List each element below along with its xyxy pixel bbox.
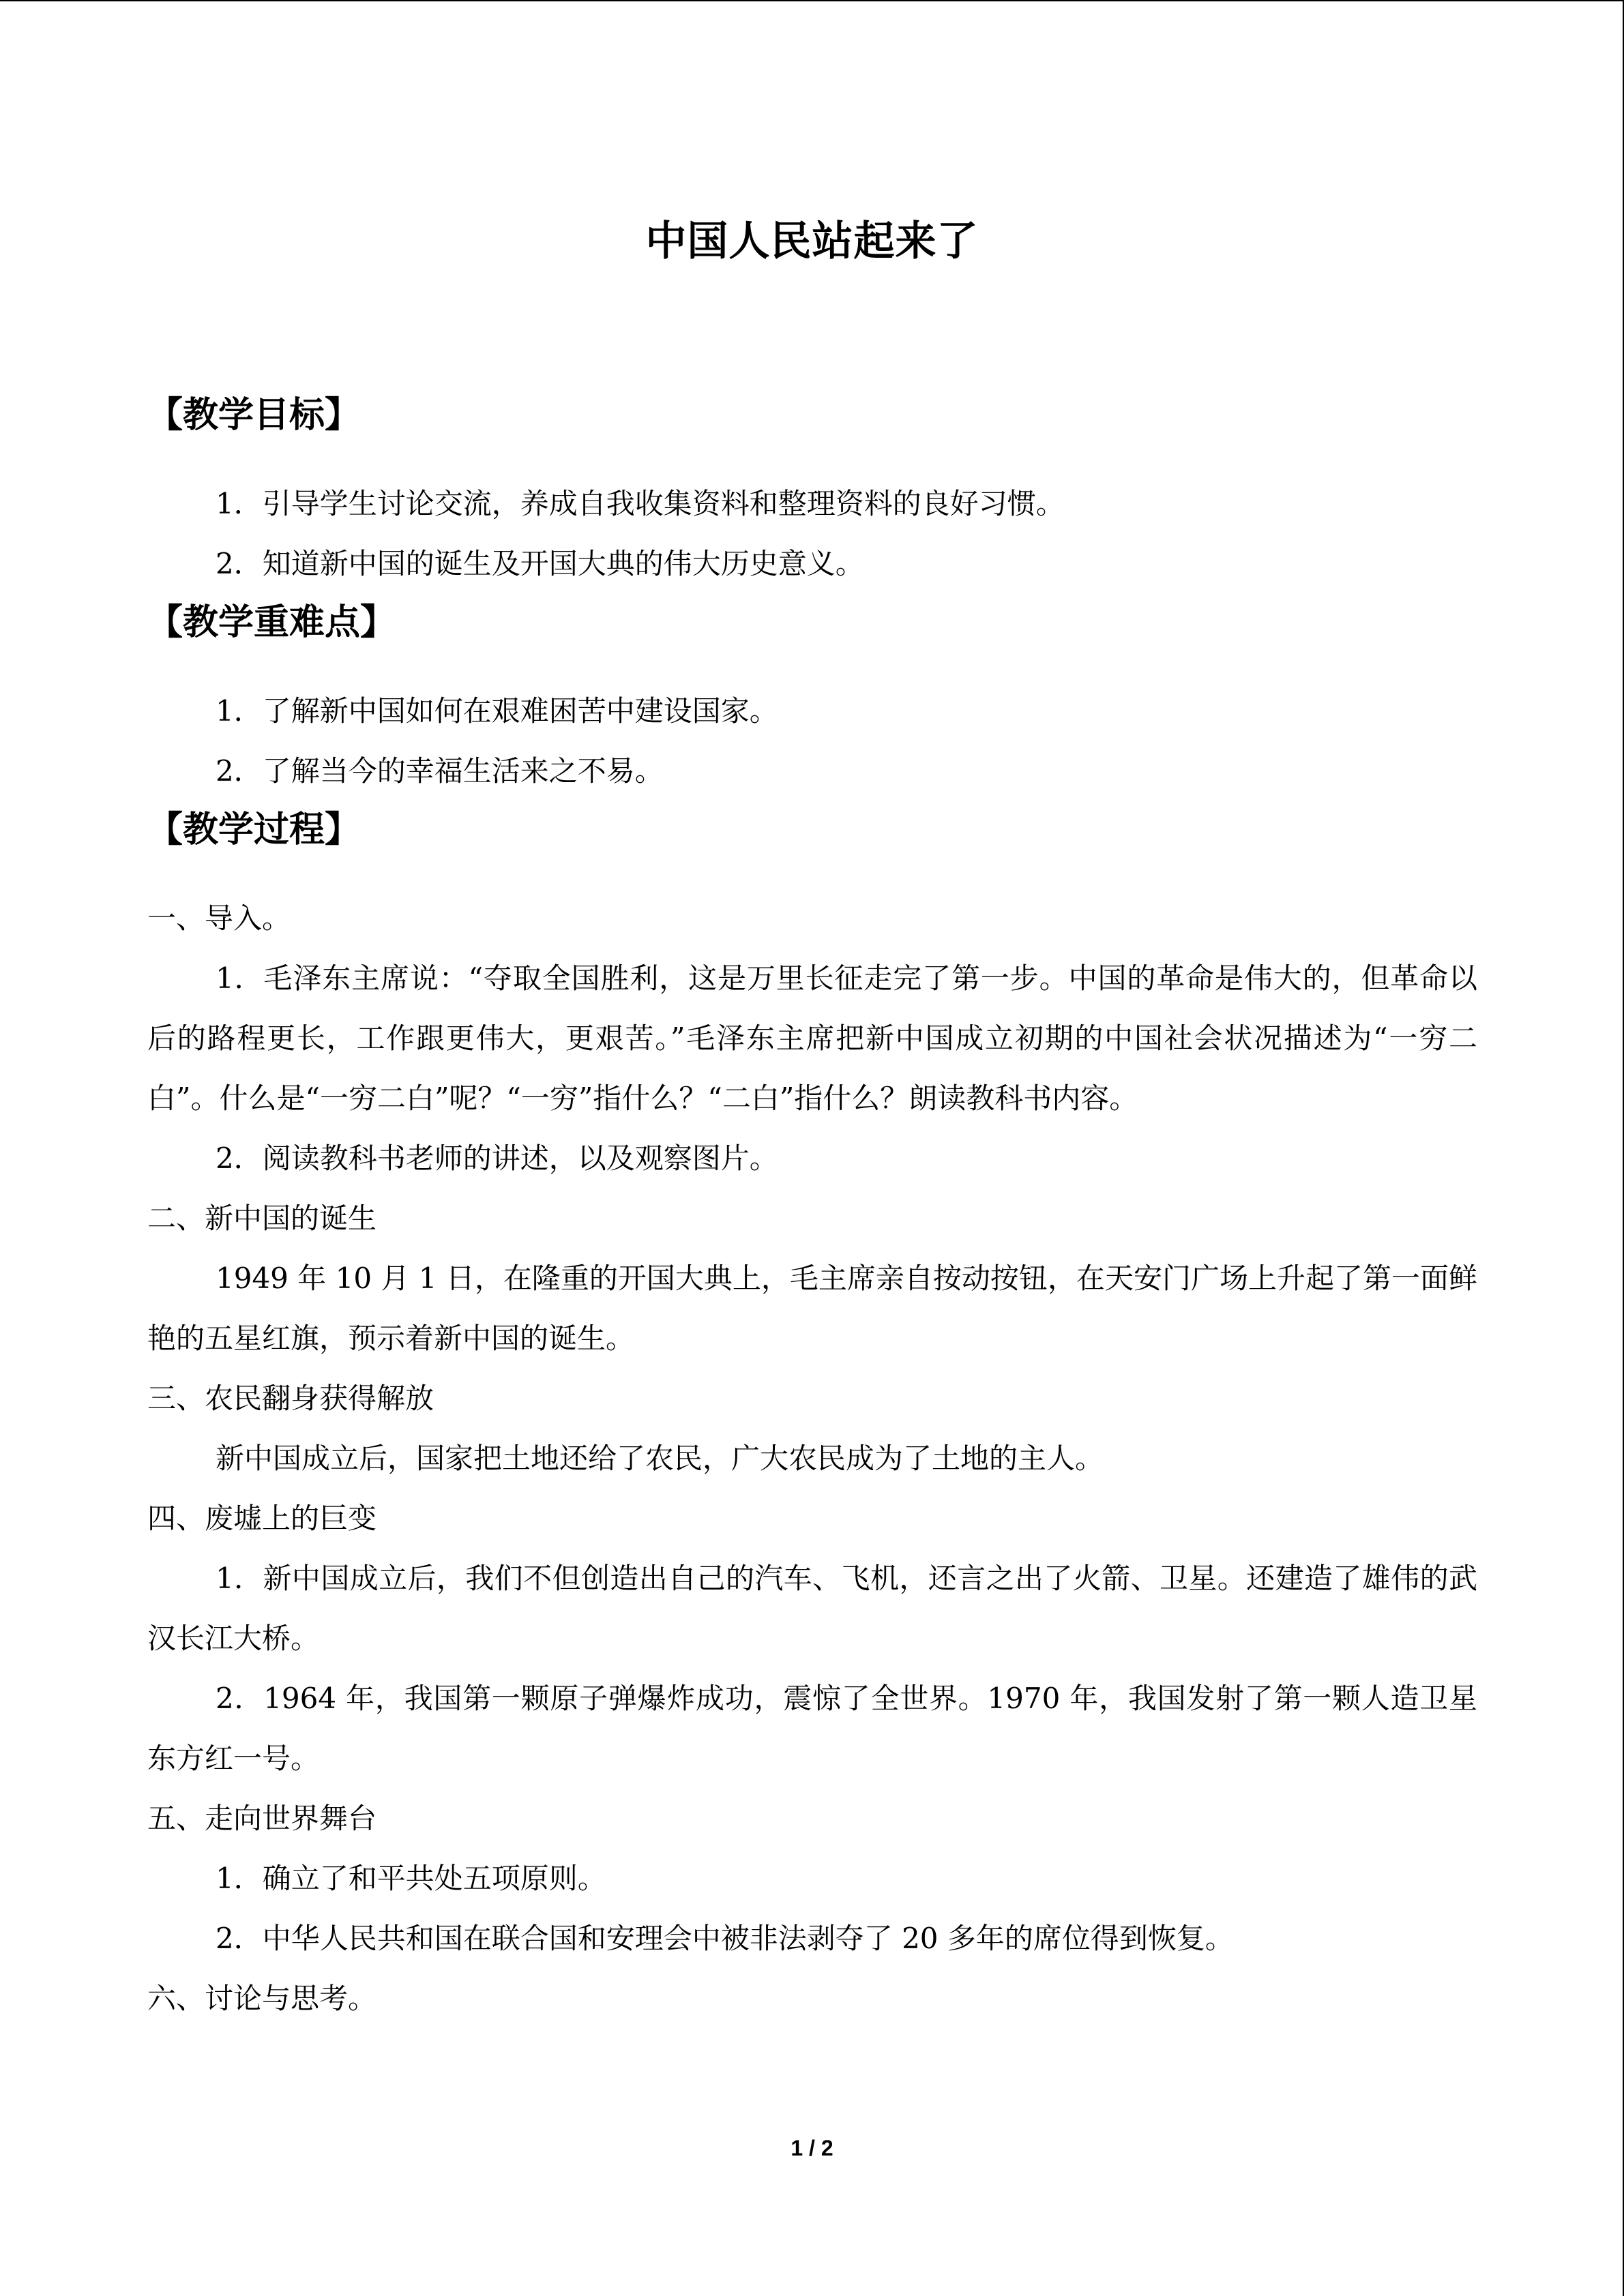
key-point-item-2: 2．了解当今的幸福生活来之不易。 [216, 754, 664, 788]
section-farmers-paragraph-1: 新中国成立后，国家把土地还给了农民，广大农民成为了土地的主人。 [216, 1442, 1104, 1475]
section-title-discussion: 六、讨论与思考。 [147, 1982, 377, 2015]
section-title-changes: 四、废墟上的巨变 [147, 1502, 377, 1535]
objectives-heading: 【教学目标】 [147, 395, 361, 436]
section-title-farmers: 三、农民翻身获得解放 [147, 1382, 434, 1415]
document-body [147, 387, 1477, 2029]
section-world-paragraph-1: 1．确立了和平共处五项原则。 [216, 1862, 606, 1895]
section-intro-paragraph-2: 2．阅读教科书老师的讲述，以及观察图片。 [216, 1142, 778, 1175]
process-heading: 【教学过程】 [147, 809, 361, 850]
page-number: 1 / 2 [791, 2136, 833, 2160]
page-title: 中国人民站起来了 [645, 218, 979, 265]
section-title-world: 五、走向世界舞台 [147, 1802, 377, 1835]
section-title-birth: 二、新中国的诞生 [147, 1202, 377, 1235]
section-title-intro: 一、导入。 [147, 901, 291, 935]
section-intro-paragraph-1: 1．毛泽东主席说：“夺取全国胜利，这是万里长征走完了第一步。中国的革命是伟大的，但革命以后的路程更长，工作跟更伟大，更艰苦。”毛泽东主席把新中国成立初期的中国社会状况描述为“一穷二白”。什么是“一穷二白”呢？“一穷”指什么？“二白”指什么？朗读教科书内容。 [147, 961, 1477, 1115]
objective-item-2: 2．知道新中国的诞生及开国大典的伟大历史意义。 [216, 547, 864, 580]
section-changes-paragraph-2: 2．1964 年，我国第一颗原子弹爆炸成功，震惊了全世界。1970 年，我国发射了第一颗人造卫星东方红一号。 [147, 1682, 1477, 1775]
key-points-heading: 【教学重难点】 [147, 602, 396, 643]
section-world-paragraph-2: 2．中华人民共和国在联合国和安理会中被非法剥夺了 20 多年的席位得到恢复。 [216, 1922, 1234, 1955]
section-birth-paragraph-1: 1949 年 10 月 1 日，在隆重的开国大典上，毛主席亲自按动按钮，在天安门广场上升起了第一面鲜艳的五星红旗，预示着新中国的诞生。 [147, 1262, 1477, 1355]
objective-item-1: 1．引导学生讨论交流，养成自我收集资料和整理资料的良好习惯。 [216, 487, 1065, 520]
key-point-item-1: 1．了解新中国如何在艰难困苦中建设国家。 [216, 694, 778, 728]
section-changes-paragraph-1: 1．新中国成立后，我们不但创造出自己的汽车、飞机，还言之出了火箭、卫星。还建造了雄伟的武汉长江大桥。 [147, 1562, 1477, 1655]
